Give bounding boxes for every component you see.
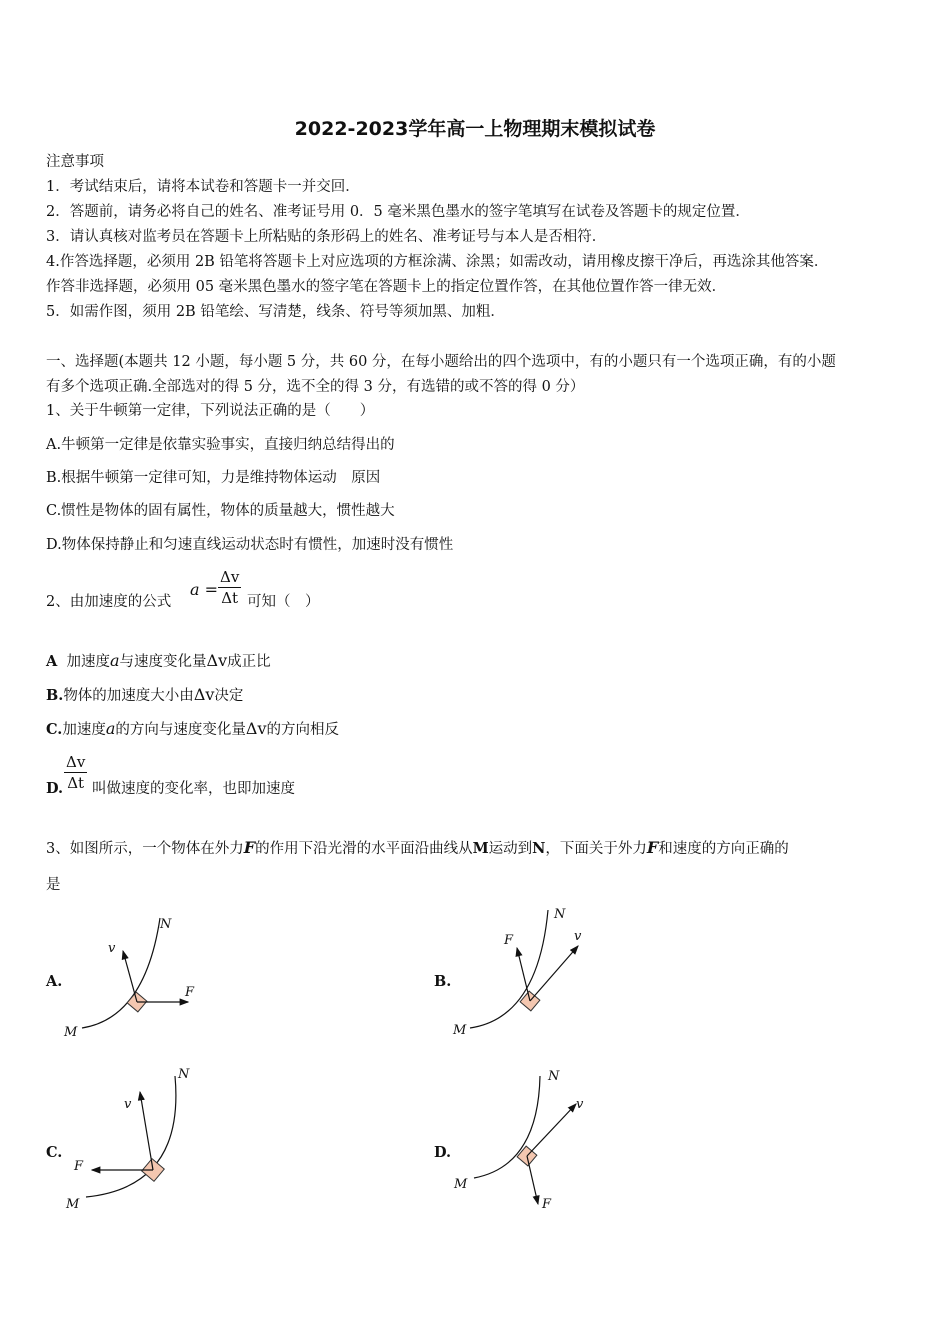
q2-option-a-var2: Δv — [206, 651, 228, 670]
section-heading-line2: 有多个选项正确.全部选对的得 5 分，选不全的得 3 分，有选错的或不答的得 0 分） — [46, 379, 585, 395]
q2-option-a-var1: a — [109, 651, 120, 670]
label-n: N — [160, 917, 172, 932]
notice-item-1: 1．考试结束后，请将本试卷和答题卡一并交回． — [46, 179, 360, 195]
q3-stem-line1 — [46, 838, 789, 859]
q1-option-a: A.牛顿第一定律是依靠实验事实，直接归纳总结得出的 — [46, 437, 395, 453]
q2-option-c-text2: 的方向与速度变化量 — [115, 722, 246, 738]
q2-formula-fraction — [218, 567, 241, 608]
q3-stem-n: N — [532, 840, 546, 857]
q2-option-a-text2: 与速度变化量 — [119, 654, 207, 670]
q2-option-d-text: 叫做速度的变化率，也即加速度 — [92, 781, 295, 797]
q3-stem-m: M — [472, 840, 489, 857]
q3-stem-part3: 运动到 — [488, 841, 533, 857]
trajectory-curve — [470, 910, 548, 1028]
notice-item-4-cont: 作答非选择题，必须用 05 毫米黑色墨水的签字笔在答题卡上的指定位置作答，在其他位置作答一律无效． — [46, 279, 727, 295]
q3-stem-part5: 和速度的方向正确的 — [658, 841, 789, 857]
q3-stem-part1: 3、如图所示，一个物体在外力 — [46, 841, 244, 857]
velocity-arrow — [530, 946, 578, 1001]
q3-stem-force-symbol-2: F — [646, 838, 659, 857]
label-f: F — [504, 933, 514, 948]
q3-option-c-label: C. — [46, 1144, 63, 1161]
q1-option-c: C.惯性是物体的固有属性，物体的质量越大，惯性越大 — [46, 503, 395, 519]
label-v: v — [576, 1097, 584, 1112]
q2-stem-before: 2、由加速度的公式 — [46, 594, 172, 610]
label-f: F — [185, 985, 195, 1000]
q2-formula-lhs: a = — [190, 580, 219, 599]
label-v: v — [124, 1097, 132, 1112]
q2-option-b-text2: 决定 — [214, 688, 244, 704]
label-v: v — [574, 929, 582, 944]
q3-figure-a — [60, 908, 220, 1043]
q2-option-a — [46, 651, 271, 672]
q3-option-b-label: B. — [434, 973, 452, 990]
q2-option-c-text3: 的方向相反 — [266, 722, 339, 738]
q3-figure-c — [60, 1062, 220, 1217]
label-v: v — [108, 941, 116, 956]
q2-option-c-var1: a — [105, 719, 116, 738]
velocity-arrow — [140, 1092, 153, 1170]
q2-option-d-numerator: Δv — [66, 753, 86, 771]
q3-option-d-label: D. — [434, 1144, 452, 1161]
q1-option-b: B.根据牛顿第一定律可知，力是维持物体运动 原因 — [46, 470, 381, 486]
force-arrow — [527, 1156, 538, 1204]
q2-option-d-denominator: Δt — [67, 774, 85, 792]
q2-option-c-text1: 加速度 — [62, 722, 106, 738]
label-n: N — [178, 1067, 190, 1082]
trajectory-curve — [82, 918, 160, 1028]
q3-figure-d — [448, 1066, 608, 1216]
q3-figure-b — [448, 900, 608, 1040]
q2-option-a-text3: 成正比 — [227, 654, 271, 670]
notice-item-2: 2．答题前，请务必将自己的姓名、准考证号用 0．5 毫米黑色墨水的签字笔填写在试卷及答题卡的规定位置． — [46, 204, 750, 220]
velocity-arrow — [527, 1104, 576, 1156]
q3-stem-line2: 是 — [46, 877, 61, 893]
label-m: M — [66, 1197, 80, 1212]
q3-stem-part2: 的作用下沿光滑的水平面沿曲线从 — [255, 841, 473, 857]
notice-heading: 注意事项 — [46, 154, 104, 170]
q2-option-b-var1: Δv — [193, 685, 215, 704]
q1-option-d: D.物体保持静止和匀速直线运动状态时有惯性，加速时没有惯性 — [46, 537, 454, 553]
q2-option-d-label: D. — [46, 780, 64, 797]
notice-item-4: 4.作答选择题，必须用 2B 铅笔将答题卡上对应选项的方框涂满、涂黑；如需改动，请用橡皮擦干净后，再选涂其他答案． — [46, 254, 829, 270]
label-f: F — [542, 1197, 552, 1212]
label-m: M — [454, 1177, 468, 1192]
section-heading-line1: 一、选择题(本题共 12 小题，每小题 5 分，共 60 分，在每小题给出的四个选项中，有的小题只有一个选项正确，有的小题 — [46, 354, 836, 370]
label-n: N — [554, 907, 566, 922]
q2-option-b-label: B. — [46, 687, 64, 704]
q1-stem: 1、关于牛顿第一定律，下列说法正确的是（ ） — [46, 403, 375, 419]
q3-stem-force-symbol: F — [243, 838, 256, 857]
q2-option-d-fraction — [64, 752, 87, 793]
q2-option-c-var2: Δv — [245, 719, 267, 738]
trajectory-curve — [86, 1076, 176, 1197]
velocity-arrow — [123, 951, 137, 1002]
exam-title: 2022-2023学年高一上物理期末模拟试卷 — [294, 118, 656, 140]
q2-option-a-label: A — [46, 653, 58, 670]
label-n: N — [548, 1069, 560, 1084]
notice-item-5: 5．如需作图，须用 2B 铅笔绘、写清楚，线条、符号等须加黑、加粗． — [46, 304, 505, 320]
notice-item-3: 3．请认真核对监考员在答题卡上所粘贴的条形码上的姓名、准考证号与本人是否相符． — [46, 229, 607, 245]
q3-option-a-label: A. — [46, 973, 63, 990]
q2-option-c-label: C. — [46, 721, 63, 738]
q2-option-b — [46, 685, 243, 706]
q2-option-b-text1: 物体的加速度大小由 — [63, 688, 194, 704]
q2-option-a-text1: 加速度 — [66, 654, 110, 670]
label-m: M — [453, 1023, 467, 1038]
q2-fraction-numerator: Δv — [220, 568, 240, 586]
q3-stem-part4: ，下面关于外力 — [545, 841, 647, 857]
q2-fraction-denominator: Δt — [221, 589, 239, 607]
q2-stem-after: 可知（ ） — [247, 594, 320, 610]
q2-option-c — [46, 719, 339, 740]
label-m: M — [64, 1025, 78, 1040]
label-f: F — [74, 1159, 84, 1174]
